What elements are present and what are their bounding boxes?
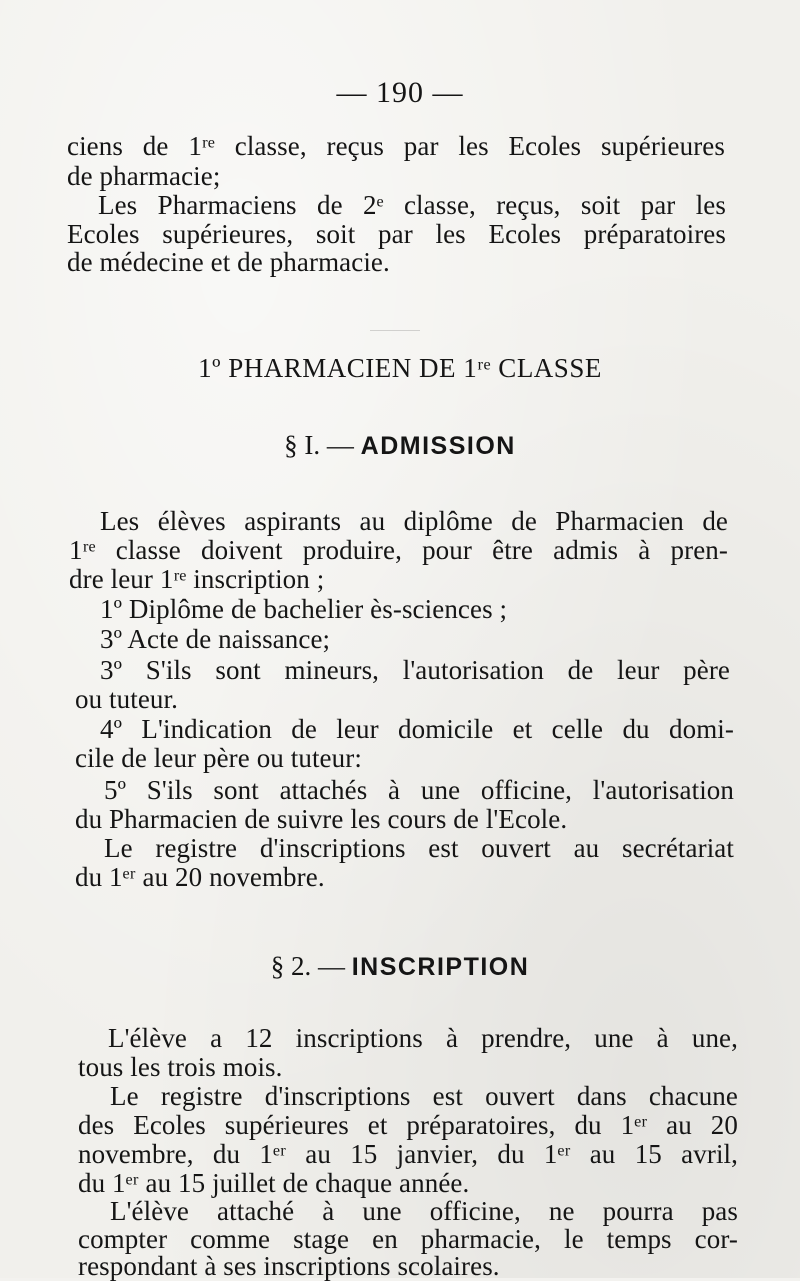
separator-rule (370, 330, 420, 331)
inscription-line-2: tous les trois mois. (78, 1052, 283, 1082)
inscription-line-1: L'élève a 12 inscriptions à prendre, une à une, (108, 1023, 738, 1053)
admission-line-6: 3º S'ils sont mineurs, l'autorisation de leur père (100, 655, 730, 685)
inscription-line-3: Le registre d'inscriptions est ouvert dans chacune (110, 1081, 738, 1111)
admission-line-8: 4º L'indication de leur domicile et celle du domi- (100, 714, 734, 744)
admission-title: ADMISSION (360, 432, 516, 460)
inscription-number: § 2. — (270, 951, 345, 981)
admission-line-12: Le registre d'inscriptions est ouvert au secrétariat (104, 833, 734, 863)
admission-line-13: du 1ᵉʳ au 20 novembre. (75, 862, 325, 892)
page-number: — 190 — (336, 76, 464, 109)
inscription-heading (0, 951, 800, 982)
admission-line-2: 1ʳᵉ classe doivent produire, pour être admis à pren- (69, 535, 728, 565)
admission-line-10: 5º S'ils sont attachés à une officine, l'autorisation (104, 775, 734, 805)
inscription-line-6: du 1ᵉʳ au 15 juillet de chaque année. (78, 1168, 470, 1198)
inscription-line-8: compter comme stage en pharmacie, le temps cor- (78, 1224, 738, 1254)
section-title: 1º PHARMACIEN DE 1ʳᵉ CLASSE (198, 353, 602, 383)
intro-line-5: de médecine et de pharmacie. (67, 247, 390, 277)
admission-number: § I. — (284, 430, 354, 460)
admission-line-11: du Pharmacien de suivre les cours de l'Ecole. (75, 804, 568, 834)
intro-line-1: ciens de 1ʳᵉ classe, reçus par les Ecoles supérieures (67, 131, 725, 161)
admission-line-1: Les élèves aspirants au diplôme de Pharmacien de (100, 506, 728, 536)
admission-line-4: 1º Diplôme de bachelier ès-sciences ; (100, 594, 508, 624)
intro-line-2: de pharmacie; (67, 161, 221, 191)
intro-line-3: Les Pharmaciens de 2ᵉ classe, reçus, soit par les (98, 190, 726, 220)
intro-line-4: Ecoles supérieures, soit par les Ecoles préparatoires (67, 219, 726, 249)
inscription-line-9: respondant à ses inscriptions scolaires. (78, 1251, 500, 1281)
inscription-line-7: L'élève attaché à une officine, ne pourra pas (110, 1196, 738, 1226)
inscription-line-4: des Ecoles supérieures et préparatoires, du 1ᵉʳ au 20 (78, 1110, 738, 1140)
admission-line-9: cile de leur père ou tuteur: (75, 743, 362, 773)
admission-line-7: ou tuteur. (75, 684, 178, 714)
inscription-title: INSCRIPTION (351, 953, 530, 981)
inscription-line-5: novembre, du 1ᵉʳ au 15 janvier, du 1ᵉʳ au 15 avril, (78, 1139, 738, 1169)
admission-line-3: dre leur 1ʳᵉ inscription ; (69, 564, 325, 594)
admission-heading (0, 430, 800, 461)
admission-line-5: 3º Acte de naissance; (100, 624, 331, 654)
